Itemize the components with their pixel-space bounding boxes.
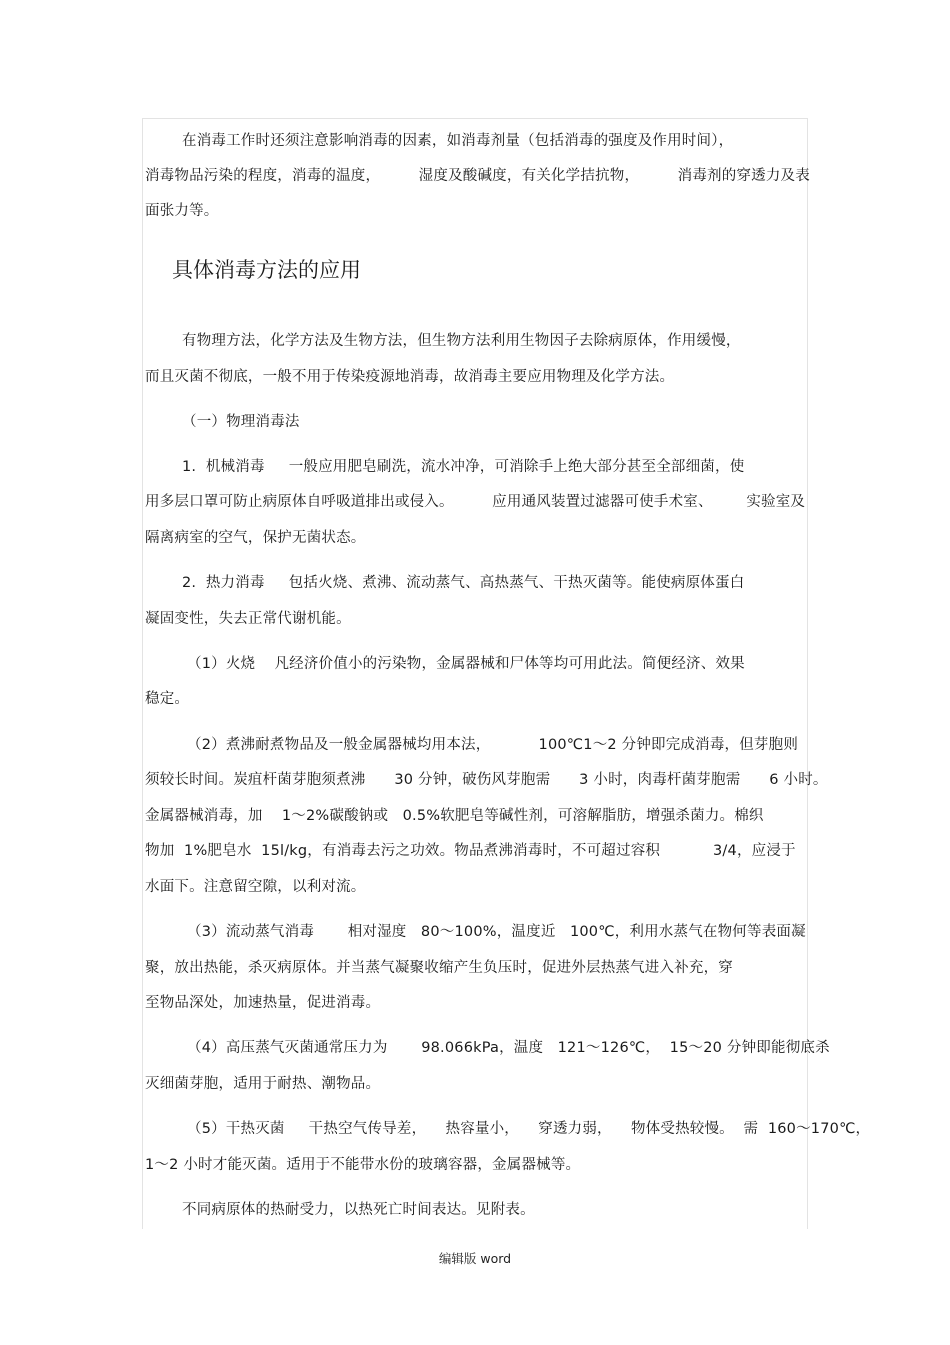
sub4-line-2: 灭细菌芽胞，适用于耐热、潮物品。	[145, 1076, 381, 1092]
page-footer: 编辑版 word	[438, 1251, 512, 1266]
intro-line-3: 面张力等。	[145, 203, 219, 219]
subheading-physical: （一）物理消毒法	[182, 414, 300, 430]
sub2-line-1: （2）煮沸耐煮物品及一般金属器械均用本法， 100℃1～2 分钟即完成消毒，但芽胞则	[187, 737, 799, 753]
item2-line-1: 2. 热力消毒 包括火烧、煮沸、流动蒸气、高热蒸气、干热灭菌等。能使病原体蛋白	[182, 575, 745, 591]
closing-line: 不同病原体的热耐受力，以热死亡时间表达。见附表。	[182, 1202, 535, 1218]
sub2-line-4: 物加 1%肥皂水 15l/kg，有消毒去污之功效。物品煮沸消毒时，不可超过容积 3/4，应浸于	[145, 843, 796, 859]
item1-line-3: 隔离病室的空气，保护无菌状态。	[145, 530, 366, 546]
sub3-line-2: 聚，放出热能，杀灭病原体。并当蒸气凝聚收缩产生负压时，促进外层热蒸气进入补充，穿	[145, 960, 733, 976]
item1-line-2: 用多层口罩可防止病原体自呼吸道排出或侵入。 应用通风装置过滤器可使手术室、 实验室及	[145, 494, 806, 510]
sub2-line-2: 须较长时间。炭疽杆菌芽胞须煮沸 30 分钟，破伤风芽胞需 3 小时，肉毒杆菌芽胞需 6 小时。	[145, 772, 828, 788]
intro-line-2: 消毒物品污染的程度，消毒的温度， 湿度及酸碱度，有关化学拮抗物， 消毒剂的穿透力及表	[145, 168, 810, 184]
sub3-line-3: 至物品深处，加速热量，促进消毒。	[145, 995, 381, 1011]
para1-line-1: 有物理方法，化学方法及生物方法，但生物方法利用生物因子去除病原体，作用缓慢，	[182, 333, 741, 349]
para1-line-2: 而且灭菌不彻底，一般不用于传染疫源地消毒，故消毒主要应用物理及化学方法。	[145, 369, 675, 385]
sub1-line-2: 稳定。	[145, 691, 190, 707]
sub5-line-1: （5）干热灭菌 干热空气传导差， 热容量小， 穿透力弱， 物体受热较慢。 需 160～170℃，	[187, 1121, 871, 1137]
sub4-line-1: （4）高压蒸气灭菌通常压力为 98.066kPa，温度 121～126℃， 15～20 分钟即能彻底杀	[187, 1040, 830, 1056]
sub2-line-5: 水面下。注意留空隙，以利对流。	[145, 879, 366, 895]
sub2-line-3: 金属器械消毒，加 1～2%碳酸钠或 0.5%软肥皂等碱性剂，可溶解脂肪，增强杀菌力。棉织	[145, 808, 764, 824]
intro-line-1: 在消毒工作时还须注意影响消毒的因素，如消毒剂量（包括消毒的强度及作用时间），	[182, 133, 734, 149]
section-heading: 具体消毒方法的应用	[172, 258, 361, 282]
sub1-line-1: （1）火烧 凡经济价值小的污染物，金属器械和尸体等均可用此法。简便经济、效果	[187, 656, 745, 672]
item2-line-2: 凝固变性，失去正常代谢机能。	[145, 611, 351, 627]
sub3-line-1: （3）流动蒸气消毒 相对湿度 80～100%，温度近 100℃，利用水蒸气在物何等表面凝	[187, 924, 806, 940]
sub5-line-2: 1～2 小时才能灭菌。适用于不能带水份的玻璃容器，金属器械等。	[145, 1157, 581, 1173]
item1-line-1: 1. 机械消毒 一般应用肥皂刷洗，流水冲净，可消除手上绝大部分甚至全部细菌，使	[182, 459, 745, 475]
